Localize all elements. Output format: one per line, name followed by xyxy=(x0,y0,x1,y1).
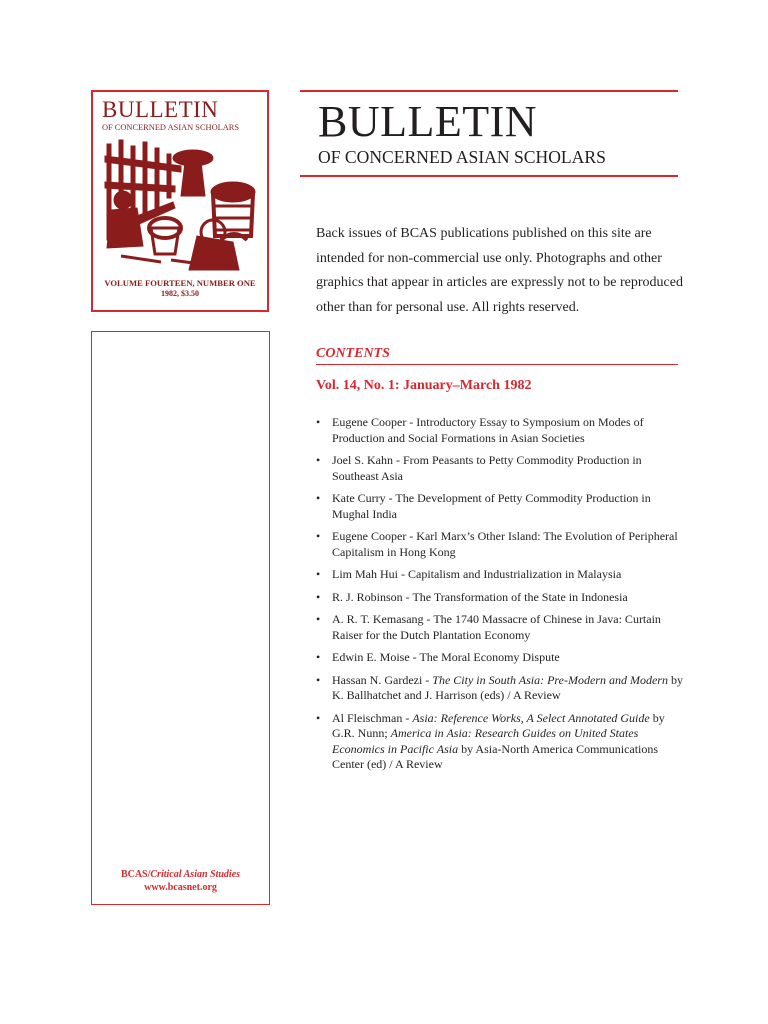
toc-item[interactable] xyxy=(316,415,686,446)
toc-item-rest: by K. Ballhatchet and J. Harrison (eds) / A Review xyxy=(332,672,683,702)
masthead-top-rule xyxy=(300,90,678,92)
toc-item-text: Edwin E. Moise - The Moral Economy Dispute xyxy=(332,650,560,664)
toc-item-text: Lim Mah Hui - Capitalism and Industrialization in Malaysia xyxy=(332,567,622,581)
toc-item[interactable] xyxy=(316,529,686,560)
masthead-title: BULLETIN xyxy=(318,97,538,146)
usage-notice: Back issues of BCAS publications published on this site are intended for non-commercial use only. Photographs and other graphics that appear in articles are expressly not to be reproduced other than for personal use. All rights reserved. xyxy=(316,226,683,315)
cover-illustration xyxy=(101,136,261,274)
toc-item[interactable] xyxy=(316,453,686,484)
toc-item[interactable] xyxy=(316,612,686,643)
cover-thumbnail xyxy=(91,90,269,312)
toc-work-title: The City in South Asia: Pre-Modern and Modern xyxy=(432,672,668,687)
contents-rule xyxy=(316,364,678,365)
sidebar-url[interactable]: www.bcasnet.org xyxy=(144,882,217,893)
toc-item-text: A. R. T. Kemasang - The 1740 Massacre of Chinese in Java: Curtain Raiser for the Dutch Plantation Economy xyxy=(332,612,661,642)
toc-item-text: R. J. Robinson - The Transformation of the State in Indonesia xyxy=(332,589,628,604)
toc-work-title: Asia: Reference Works, A Select Annotated Guide xyxy=(412,710,650,725)
toc-item[interactable] xyxy=(316,567,686,583)
sidebar-credit xyxy=(92,868,269,894)
toc-item[interactable] xyxy=(316,491,686,522)
cover-price: 1982, $3.50 xyxy=(161,289,199,298)
toc-item[interactable] xyxy=(316,650,686,666)
toc-item-text: Kate Curry - The Development of Petty Commodity Production in Mughal India xyxy=(332,491,651,521)
masthead-subtitle: OF CONCERNED ASIAN SCHOLARS xyxy=(318,147,606,167)
toc-author: Hassan N. Gardezi - xyxy=(332,672,433,687)
sidebar-box xyxy=(91,331,270,905)
issue-title: Vol. 14, No. 1: January–March 1982 xyxy=(316,378,532,393)
contents-heading: CONTENTS xyxy=(316,346,390,361)
toc-item-gardezi[interactable] xyxy=(316,673,686,704)
cover-volume: VOLUME FOURTEEN, NUMBER ONE xyxy=(104,278,256,288)
journal-prefix: BCAS/ xyxy=(120,869,151,880)
toc-item[interactable] xyxy=(316,590,686,606)
cover-subtitle: OF CONCERNED ASIAN SCHOLARS xyxy=(102,123,240,132)
masthead-bottom-rule xyxy=(300,175,678,177)
toc-item-mid: by G.R. Nunn; xyxy=(332,710,665,740)
toc-item-rest: by Asia-North America Communications Center (ed) / A Review xyxy=(332,741,659,771)
toc-item-text: Eugene Cooper - Karl Marx’s Other Island: The Evolution of Peripheral Capitalism in Hong Kong xyxy=(332,529,678,559)
cover-title: BULLETIN xyxy=(102,97,219,122)
toc-item-text: Eugene Cooper - Introductory Essay to Symposium on Modes of Production and Social Formations in Asian Societies xyxy=(332,415,644,445)
toc-item-fleischman[interactable] xyxy=(316,711,686,773)
table-of-contents xyxy=(316,415,686,780)
toc-author: Al Fleischman - xyxy=(332,710,413,725)
journal-italic-name: Critical Asian Studies xyxy=(150,869,241,880)
toc-work-title: America in Asia: Research Guides on United States Economics in Pacific Asia xyxy=(332,726,639,756)
toc-item-text: Joel S. Kahn - From Peasants to Petty Commodity Production in Southeast Asia xyxy=(332,453,642,483)
sidebar-journal-name xyxy=(92,868,269,881)
